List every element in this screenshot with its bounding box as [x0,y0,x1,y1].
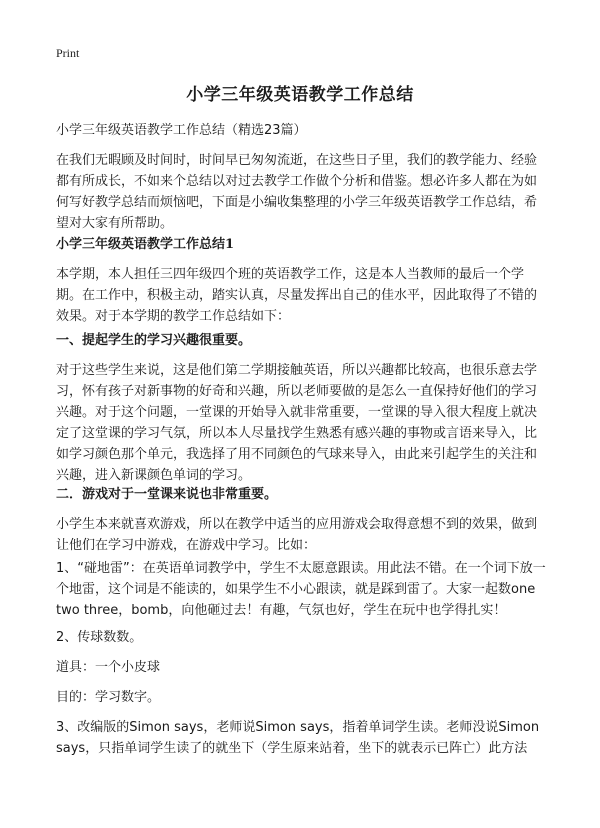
section1-paragraph: 本学期，本人担任三四年级四个班的英语教学工作，这是本人当教师的最后一个学期。在工作中，积极主动，踏实认真，尽量发挥出自己的佳水平，因此取得了不错的效果。对于本学期的教学工作总结如下： [56,267,538,324]
point2-heading: 二．游戏对于一堂课来说也非常重要。 [56,487,278,502]
game2-paragraph: 2、传球数数。 [56,630,143,645]
page-title: 小学三年级英语教学工作总结 [186,85,414,105]
document-subtitle: 小学三年级英语教学工作总结（精选23篇） [56,123,307,138]
game1-paragraph: 1、“碰地雷”：在英语单词教学中，学生不太愿意跟读。用此法不错。在一个词下放一个地雷，这个词是不能读的，如果学生不小心跟读，就是踩到雷了。大家一起数one two three，bomb，向他砸过去！有趣，气氛也好，学生在玩中也学得扎实！ [56,561,546,618]
point1-heading: 一、提起学生的学习兴趣很重要。 [56,333,252,348]
print-link[interactable]: Print [56,46,80,60]
game2-props: 道具：一个小皮球 [56,660,161,675]
point2-paragraph: 小学生本来就喜欢游戏，所以在教学中适当的应用游戏会取得意想不到的效果，做到让他们在学习中游戏，在游戏中学习。比如： [56,517,538,553]
intro-paragraph: 在我们无暇顾及时间时，时间早已匆匆流逝，在这些日子里，我们的教学能力、经验都有所成长，不如来个总结以对过去教学工作做个分析和借鉴。想必许多人都在为如何写好教学总结而烦恼吧，下面是小编收集整理的小学三年级英语教学工作总结，希望对大家有所帮助。 [56,153,538,231]
point1-paragraph: 对于这些学生来说，这是他们第二学期接触英语，所以兴趣都比较高，也很乐意去学习，怀有孩子对新事物的好奇和兴趣，所以老师要做的是怎么一直保持好他们的学习兴趣。对于这个问题，一堂课的开始导入就非常重要，一堂课的导入很大程度上就决定了这堂课的学习气氛，所以本人尽量找学生熟悉有感兴趣的事物或言语来导入，比如学习颜色那个单元，我选择了用不同颜色的气球来导入，由此来引起学生的关注和兴趣，进入新课颜色单词的学习。 [56,363,538,483]
game2-goal: 目的：学习数字。 [56,690,161,705]
game3-paragraph: 3、改编版的Simon says，老师说Simon says，指着单词学生读。老师没说Simon says，只指单词学生读了的就坐下（学生原来站着，坐下的就表示已阵亡）此方法 [56,720,540,756]
section-heading-1: 小学三年级英语教学工作总结1 [56,237,235,252]
